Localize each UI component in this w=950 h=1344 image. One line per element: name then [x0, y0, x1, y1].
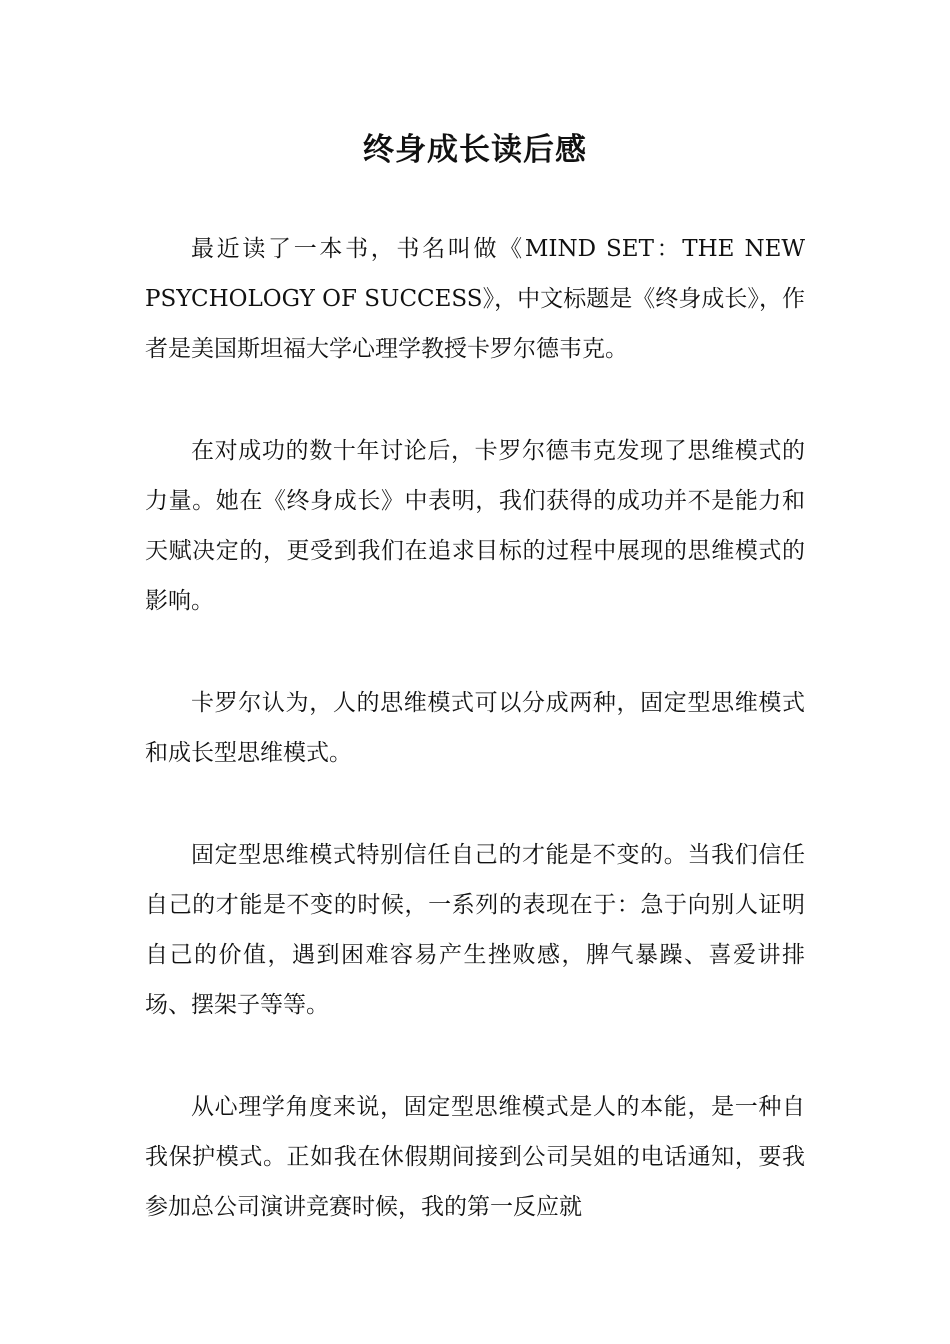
paragraph-1: 最近读了一本书，书名叫做《MIND SET：THE NEW PSYCHOLOGY OF SUCCESS》，中文标题是《终身成长》，作者是美国斯坦福大学心理学教授卡罗尔德韦克。: [145, 236, 805, 362]
document-body: [145, 224, 805, 1232]
document-title: 终身成长读后感: [363, 132, 587, 168]
paragraph-5: 从心理学角度来说，固定型思维模式是人的本能，是一种自我保护模式。正如我在休假期间接到公司吴姐的电话通知，要我参加总公司演讲竞赛时候，我的第一反应就: [145, 1094, 805, 1220]
paragraph-4: 固定型思维模式特别信任自己的才能是不变的。当我们信任自己的才能是不变的时候，一系列的表现在于：急于向别人证明自己的价值，遇到困难容易产生挫败感，脾气暴躁、喜爱讲排场、摆架子等等。: [145, 842, 805, 1018]
paragraph-3: 卡罗尔认为，人的思维模式可以分成两种，固定型思维模式和成长型思维模式。: [145, 690, 805, 766]
paragraph-2: 在对成功的数十年讨论后，卡罗尔德韦克发现了思维模式的力量。她在《终身成长》中表明，我们获得的成功并不是能力和天赋决定的，更受到我们在追求目标的过程中展现的思维模式的影响。: [145, 438, 805, 614]
